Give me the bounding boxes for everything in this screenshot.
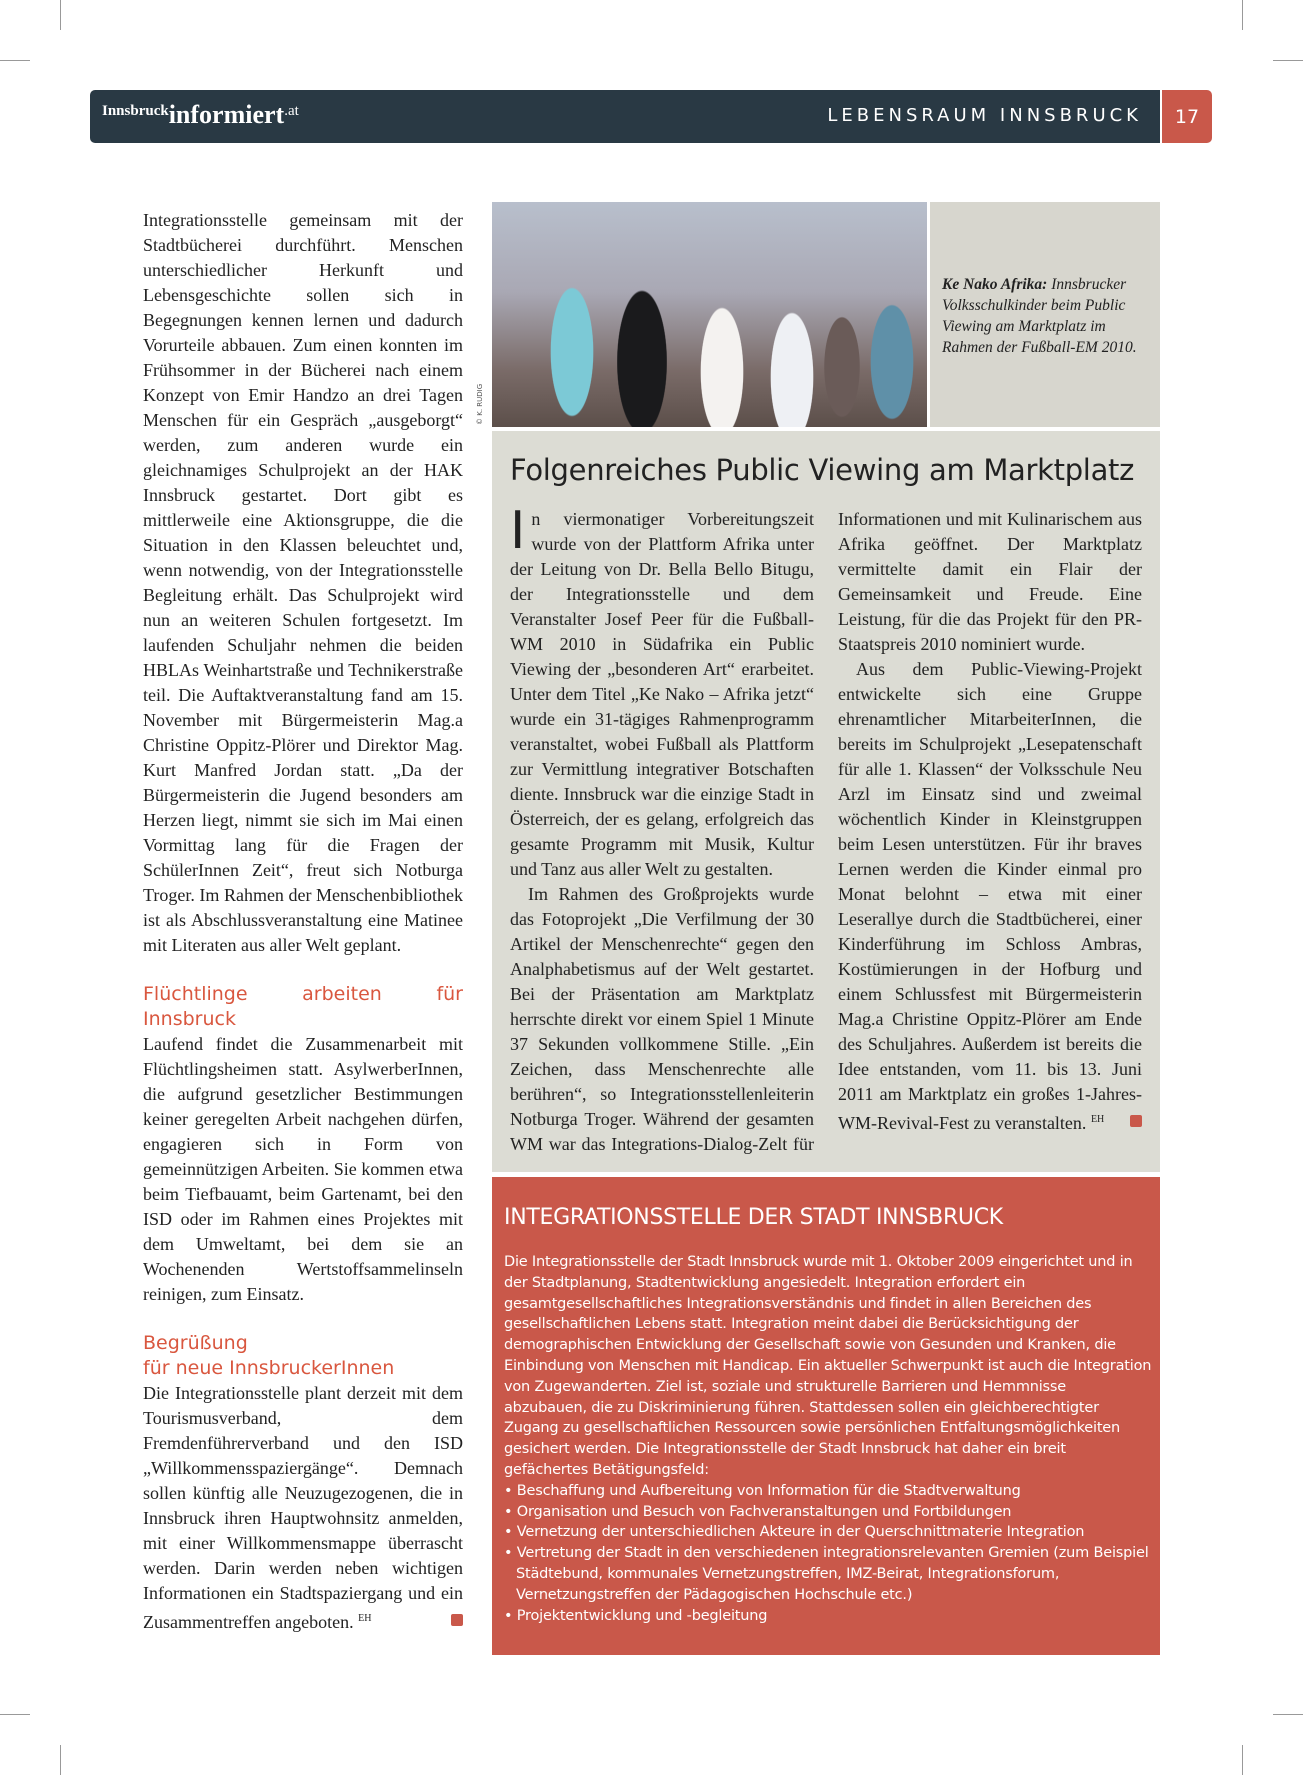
article-panel (492, 431, 1160, 1172)
crop-mark (60, 0, 61, 30)
list-item: • Projektentwicklung und -begleitung (504, 1606, 1152, 1627)
crop-mark (1242, 0, 1243, 30)
crop-mark (1273, 1714, 1303, 1715)
article-paragraph-1 (510, 501, 814, 882)
article-title: Folgenreiches Public Viewing am Marktplatz (510, 453, 1135, 487)
photo-credit: © K. RUDIG (476, 383, 484, 425)
end-mark-icon (451, 1614, 463, 1626)
info-box (492, 1177, 1160, 1655)
photo-caption (942, 274, 1152, 358)
crop-mark (0, 1714, 30, 1715)
list-item: • Organisation und Besuch von Fachveranstaltungen und Fortbildungen (504, 1502, 1152, 1523)
crop-mark (1242, 1745, 1243, 1775)
list-item: • Vertretung der Stadt in den verschiedenen integrationsrelevanten Gremien (zum Beispiel Städtebund, kommunales Vernetzungstreffen, IMZ-Beirat, Integrationsforum, Vernetzungstreffen der Pädagogischen Hochschule etc.) (504, 1543, 1152, 1605)
author-initials: EH (1090, 1114, 1105, 1125)
caption-box (930, 202, 1160, 427)
author-initials: EH (358, 1613, 372, 1624)
left-paragraph-3 (143, 1381, 463, 1635)
article-photo (492, 202, 927, 427)
paragraph-text: Die Integrationsstelle plant derzeit mit dem Tourismusverband, dem Fremdenführerverband und den ISD „Willkommensspaziergänge“. Demnach sollen künftig alle Neuzugezogenen, die in Innsbruck ihren Hauptwohnsitz anmelden, mit einer Willkommensmappe überrascht werden. Darin werden neben wichtigen Informationen ein Stadtspaziergang und ein Zusammentreffen angeboten. (143, 1383, 463, 1632)
article-body (510, 501, 1142, 1157)
info-box-text (504, 1252, 1152, 1626)
section-title: LEBENSRAUM INNSBRUCK (827, 105, 1142, 126)
list-item: • Vernetzung der unterschiedlichen Akteure in der Querschnittmaterie Integration (504, 1522, 1152, 1543)
article-paragraph-3 (838, 657, 1142, 1136)
logo-suffix: .at (284, 103, 299, 119)
article-paragraph-2: Im Rahmen des Großprojekts wurde das Fotoprojekt „Die Verfilmung der 30 Artikel der Menschenrechte“ gegen den Analphabetismus auf der Welt gestartet. Bei der Präsentation am Marktplatz herrschte direkt vor einem Spiel 1 Minute 37 Sekunden vollkommene Stille. „Ein Zeichen, dass Menschenrechte alle berühren“, so Integrationsstellenleiterin Notburga Troger. Während der gesamten WM war das Integrations-Dialog-Zelt für Informationen und mit Kulinarischem aus Afrika geöffnet. Der Marktplatz vermittelte damit ein Flair der Gemeinsamkeit und Freude. Eine Leistung, für die das Projekt für den PR-Staatspreis 2010 nominiert wurde. (510, 509, 1142, 1154)
left-paragraph-2: Laufend findet die Zusammenarbeit mit Flüchtlingsheimen statt. AsylwerberInnen, die aufgrund gesetzlicher Bestimmungen keiner geregelten Arbeit nachgehen dürfen, engagieren sich in Form von gemeinnützigen Arbeiten. Sie kommen etwa beim Tiefbauamt, beim Gartenamt, bei den ISD oder im Rahmen eines Projektes mit dem Umweltamt, bei dem sie an Wochenenden Wertstoffsammelinseln reinigen, zum Einsatz. (143, 1034, 463, 1304)
end-mark-icon (1130, 1115, 1142, 1127)
info-box-title: INTEGRATIONSSTELLE DER STADT INNSBRUCK (504, 1205, 1003, 1230)
paragraph-text: n viermonatiger Vorbereitungszeit wurde von der Plattform Afrika unter der Leitung von Dr. Bella Bello Bitugu, der Integrationsstelle und dem Veranstalter Josef Peer für die Fußball-WM 2010 in Südafrika ein Public Viewing der „besonderen Art“ erarbeitet. Unter dem Titel „Ke Nako – Afrika jetzt“ wurde ein 31-tägiges Rahmenprogramm veranstaltet, wobei Fußball als Plattform zur Vermittlung integrativer Botschaften diente. Innsbruck war die einzige Stadt in Österreich, der es gelang, erfolgreich das gesamte Programm mit Musik, Kultur und Tanz aus aller Welt zu gestalten. (510, 509, 814, 879)
logo (102, 100, 299, 130)
crop-mark (1273, 60, 1303, 61)
subheading-fluechtlinge: Flüchtlinge arbeiten für Innsbruck (143, 983, 463, 1030)
subheading-begruessung (143, 1331, 463, 1381)
caption-bold: Ke Nako Afrika: (942, 276, 1048, 293)
drop-cap: I (510, 501, 526, 561)
logo-big-text: informiert (168, 100, 285, 129)
page-number: 17 (1162, 90, 1212, 143)
subheading-line-2: für neue InnsbruckerInnen (143, 1357, 395, 1379)
logo-small-text: Innsbruck (102, 103, 169, 119)
paragraph-text: Aus dem Public-Viewing-Projekt entwickelte sich eine Gruppe ehrenamtlicher MitarbeiterInnen, die bereits im Schulprojekt „Lesepatenschaft für alle 1. Klassen“ der Volksschule Neu Arzl im Einsatz sind und zweimal wöchentlich Kinder in Kleinstgruppen beim Lesen unterstützen. Für ihr braves Lernen werden die Kinder einmal pro Monat belohnt – etwa mit einer Leserallye durch die Stadtbücherei, einer Kinderführung im Schloss Ambras, Kostümierungen in der Hofburg und einem Schlussfest mit Bürgermeisterin Mag.a Christine Oppitz-Plörer am Ende des Schuljahres. Außerdem ist bereits die Idee entstanden, vom 11. bis 13. Juni 2011 am Marktplatz ein großes 1-Jahres-WM-Revival-Fest zu veranstalten. (838, 659, 1142, 1133)
list-item: • Beschaffung und Aufbereitung von Information für die Stadtverwaltung (504, 1481, 1152, 1502)
left-column (143, 208, 463, 1635)
crop-mark (0, 60, 30, 61)
info-box-paragraph: Die Integrationsstelle der Stadt Innsbruck wurde mit 1. Oktober 2009 eingerichtet und in der Stadtplanung, Stadtentwicklung angesiedelt. Integration erfordert ein gesamtgesellschaftliches Integrationsverständnis und findet in allen Bereichen des gesellschaftlichen Lebens statt. Integration meint dabei die Berücksichtigung der demographischen Entwicklung der Gesellschaft sowie von Gesunden und Kranken, die Einbindung von Menschen mit Handicap. Ein aktueller Schwerpunkt ist auch die Integration von Zugewanderten. Ziel ist, soziale und strukturelle Barrieren und Hemmnisse abzubauen, die zu Diskriminierung führen. Stattdessen sollen ein gleichberechtigter Zugang zu gesellschaftlichen Ressourcen sowie persönlichen Entfaltungsmöglichkeiten gesichert werden. Die Integrationsstelle der Stadt Innsbruck hat daher ein breit gefächertes Betätigungsfeld: (504, 1254, 1152, 1478)
info-box-list (504, 1481, 1152, 1627)
page-header (90, 90, 1160, 143)
caption-text: Innsbrucker Volksschulkinder beim Public Viewing am Marktplatz im Rahmen der Fußball-EM 2010. (942, 276, 1137, 356)
subheading-line-1: Begrüßung (143, 1332, 248, 1354)
left-intro-paragraph: Integrationsstelle gemeinsam mit der Stadtbücherei durchführt. Menschen unterschiedlicher Herkunft und Lebensgeschichte sollen sich in Begegnungen kennen lernen und dadurch Vorurteile abbauen. Zum einen konnten im Frühsommer in der Bücherei nach einem Konzept von Emir Handzo an drei Tagen Menschen für ein Gespräch „ausgeborgt“ werden, zum anderen wurde ein gleichnamiges Schulprojekt an der HAK Innsbruck gestartet. Dort gibt es mittlerweile eine Aktionsgruppe, die die Situation in den Klassen beleuchtet und, wenn notwendig, von der Integrationsstelle Begleitung erhält. Das Schulprojekt wird nun an weiteren Schulen fortgesetzt. Im laufenden Schuljahr nehmen die beiden HBLAs Weinhartstraße und Technikerstraße teil. Die Auftaktveranstaltung fand am 15. November mit Bürgermeisterin Mag.a Christine Oppitz-Plörer und Direktor Mag. Kurt Manfred Jordan statt. „Da der Bürgermeisterin die Jugend besonders am Herzen liegt, nimmt sie sich im Mai einen Vormittag lang für die Fragen der SchülerInnen Zeit“, freut sich Notburga Troger. Im Rahmen der Menschenbibliothek ist als Abschlussveranstaltung eine Matinee mit Literaten aus aller Welt geplant. (143, 210, 463, 955)
crop-mark (60, 1745, 61, 1775)
